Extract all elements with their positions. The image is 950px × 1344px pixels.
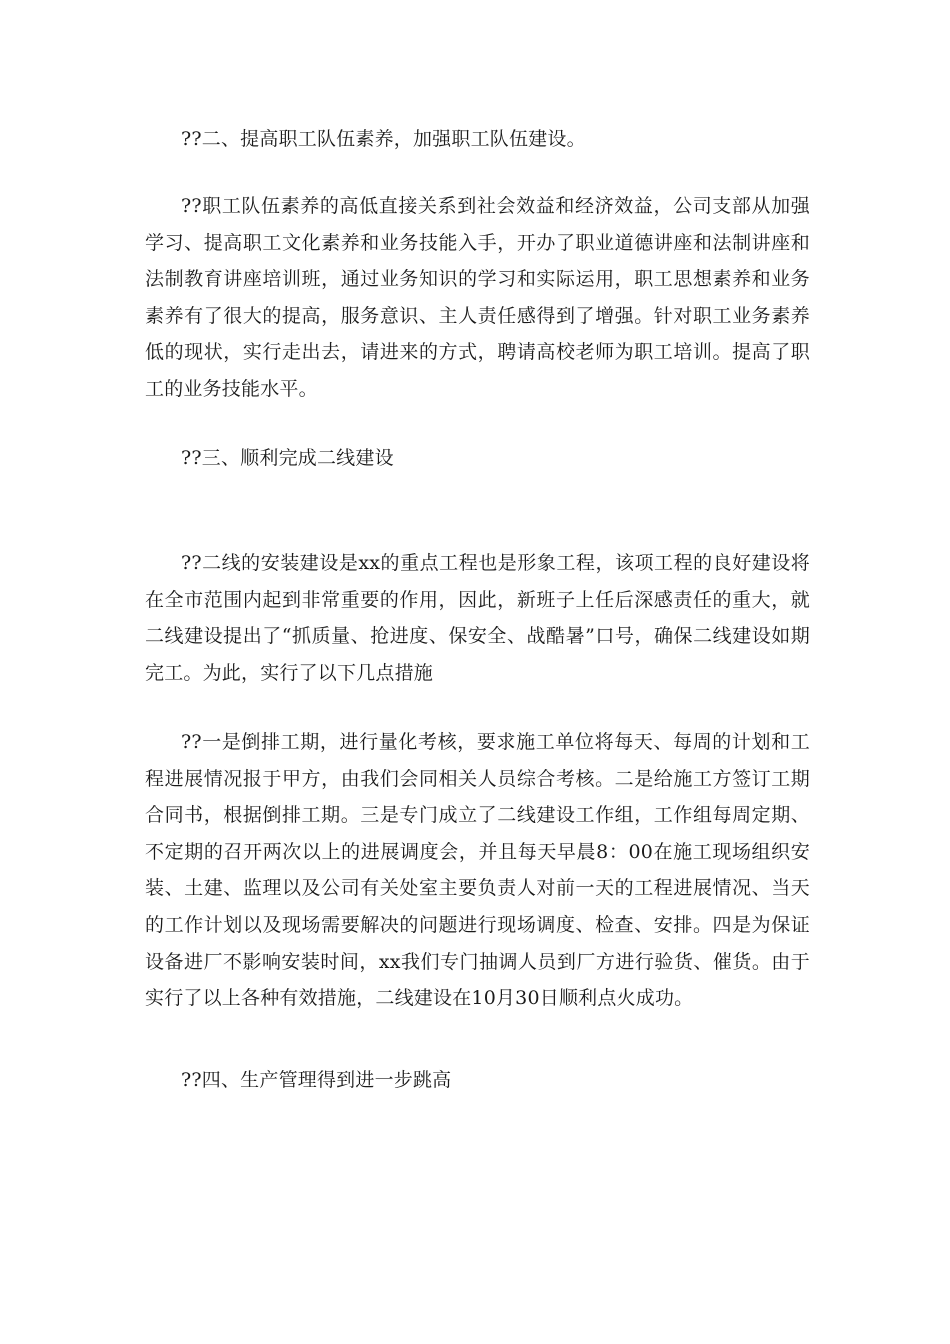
body-paragraph-line-two-intro: ??二线的安装建设是xx的重点工程也是形象工程，该项工程的良好建设将在全市范围内起到非常重要的作用，因此，新班子上任后深感责任的重大，就二线建设提出了“抓质量、抢进度、保安全、战酷暑”口号，确保二线建设如期完工。为此，实行了以下几点措施: [145, 552, 810, 684]
section-heading-four: ??四、生产管理得到进一步跳高: [181, 1069, 452, 1091]
body-paragraph-measures: ??一是倒排工期，进行量化考核，要求施工单位将每天、每周的计划和工程进展情况报于甲方，由我们会同相关人员综合考核。二是给施工方签订工期合同书，根据倒排工期。三是专门成立了二线建设工作组，工作组每周定期、不定期的召开两次以上的进展调度会，并且每天早晨8：00在施工现场组织安装、土建、监理以及公司有关处室主要负责人对前一天的工程进展情况、当天的工作计划以及现场需要解决的问题进行现场调度、检查、安排。四是为保证设备进厂不影响安装时间，xx我们专门抽调人员到厂方进行验货、催货。由于实行了以上各种有效措施，二线建设在10月30日顺利点火成功。: [145, 731, 810, 1010]
section-heading-two: ??二、提高职工队伍素养，加强职工队伍建设。: [181, 128, 586, 150]
section-heading-three: ??三、顺利完成二线建设: [181, 447, 394, 469]
body-paragraph-staff-quality: ??职工队伍素养的高低直接关系到社会效益和经济效益，公司支部从加强学习、提高职工文化素养和业务技能入手，开办了职业道德讲座和法制讲座和法制教育讲座培训班，通过业务知识的学习和实际运用，职工思想素养和业务素养有了很大的提高，服务意识、主人责任感得到了增强。针对职工业务素养低的现状，实行走出去，请进来的方式，聘请高校老师为职工培训。提高了职工的业务技能水平。: [145, 195, 810, 400]
